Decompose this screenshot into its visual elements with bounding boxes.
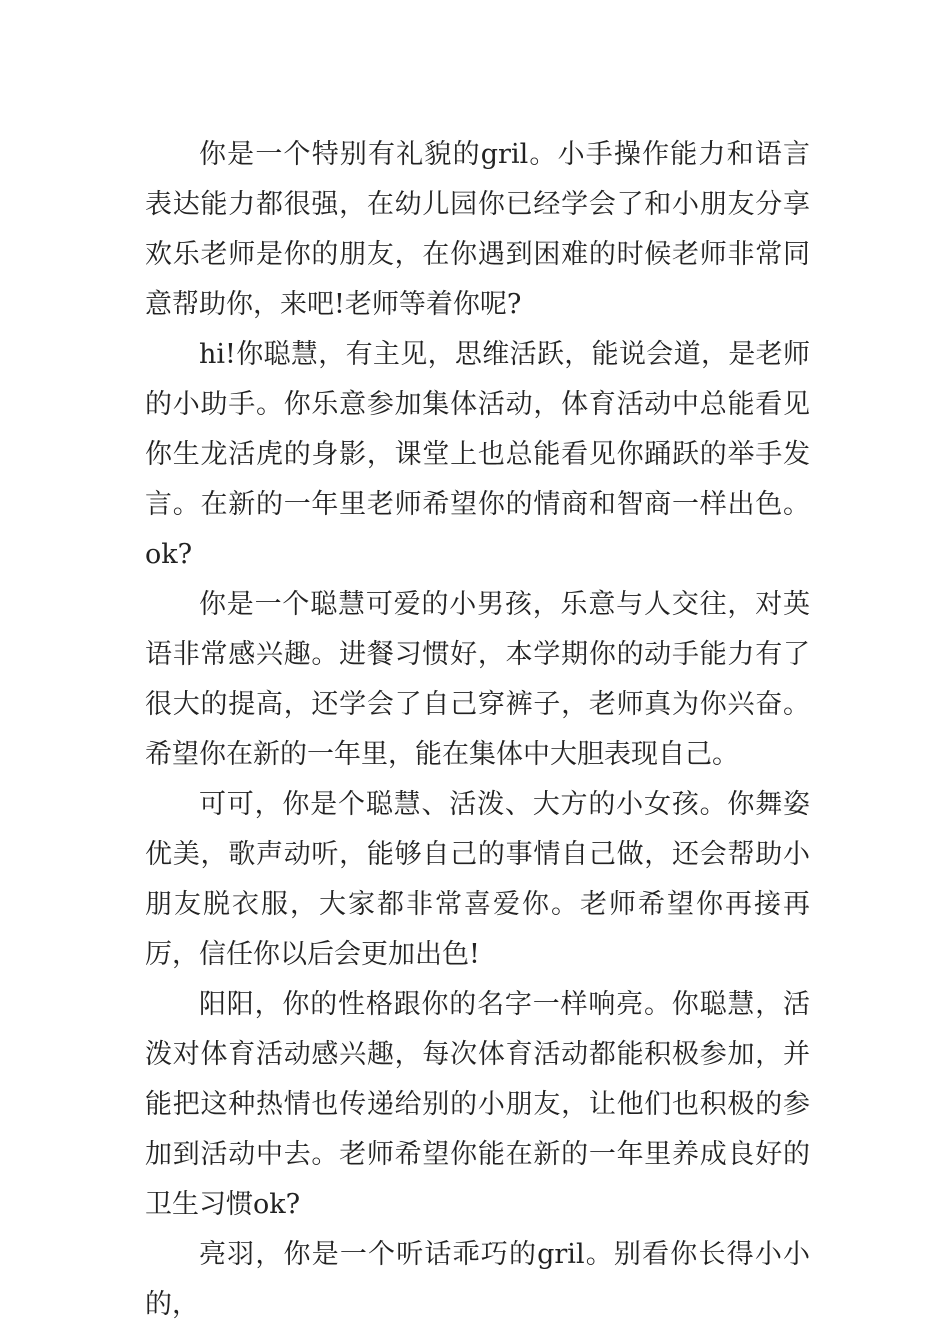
paragraph-2: hi!你聪慧，有主见，思维活跃，能说会道，是老师的小助手。你乐意参加集体活动，体育活动中总能看见你生龙活虎的身影，课堂上也总能看见你踊跃的举手发言。在新的一年里老师希望你的情商和智商一样出色。ok? <box>145 339 810 570</box>
paragraph-5: 阳阳，你的性格跟你的名字一样响亮。你聪慧，活泼对体育活动感兴趣，每次体育活动都能积极参加，并能把这种热情也传递给别的小朋友，让他们也积极的参加到活动中去。老师希望你能在新的一年里养成良好的卫生习惯ok? <box>145 989 810 1220</box>
paragraph-6: 亮羽，你是一个听话乖巧的gril。别看你长得小小的， <box>145 1239 810 1320</box>
document-body <box>145 130 810 1330</box>
paragraph-4: 可可，你是个聪慧、活泼、大方的小女孩。你舞姿优美，歌声动听，能够自己的事情自己做，还会帮助小朋友脱衣服，大家都非常喜爱你。老师希望你再接再厉，信任你以后会更加出色! <box>145 789 810 970</box>
paragraph-3: 你是一个聪慧可爱的小男孩，乐意与人交往，对英语非常感兴趣。进餐习惯好，本学期你的动手能力有了很大的提高，还学会了自己穿裤子，老师真为你兴奋。希望你在新的一年里，能在集体中大胆表现自己。 <box>145 589 810 770</box>
paragraph-1: 你是一个特别有礼貌的gril。小手操作能力和语言表达能力都很强，在幼儿园你已经学会了和小朋友分享欢乐老师是你的朋友，在你遇到困难的时候老师非常同意帮助你，来吧!老师等着你呢? <box>145 139 810 320</box>
